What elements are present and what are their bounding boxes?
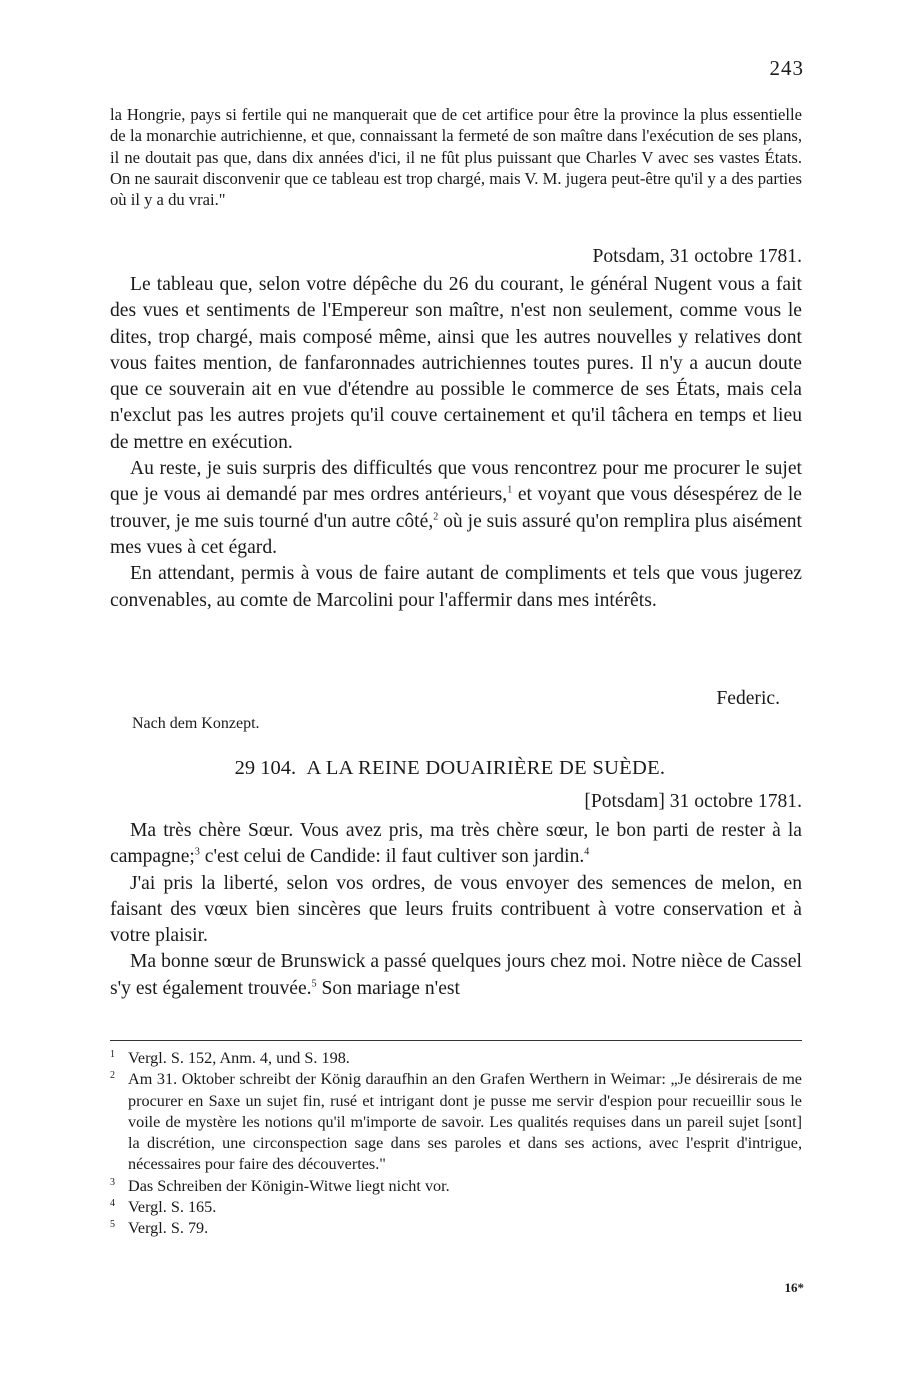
letter-1-dateline: Potsdam, 31 octobre 1781. (592, 246, 802, 267)
footnote-mark: 1 (110, 1049, 115, 1060)
footnote-mark: 3 (110, 1176, 115, 1188)
letter-addressee: A LA REINE DOUAIRIÈRE DE SUÈDE. (306, 757, 666, 779)
letter-2-paragraph: J'ai pris la liberté, selon vos ordres, de vous envoyer des semences de melon, en faisant des vœux bien sincères que leurs fruits contribuent à votre conservation et à votre plaisir. (110, 872, 802, 947)
letter-1-paragraph: En attendant, permis à vous de faire autant de compliments et tels que vous jugerez convenables, au comte de Marcolini pour l'affermir dans mes intérêts. (110, 563, 802, 611)
footnote (110, 1069, 802, 1175)
footnote-text: Vergl. S. 165. (128, 1198, 217, 1217)
quoted-report-end (110, 104, 802, 210)
letter-1-paragraph: Au reste, je suis surpris des difficultés que vous rencontrez pour me procurer le sujet que je vous ai demandé par mes ordres antérieurs,$^1$ et voyant que vous désespérez de le trouver, je me suis tourné d'un autre côté,$^2$ où je suis assuré qu'on remplira plus aisément mes vues à cet égard. (110, 458, 803, 558)
footnote-mark: 2 (110, 1070, 115, 1082)
footnote (110, 1048, 802, 1069)
footnote-mark: 5 (110, 1219, 115, 1231)
footnotes (110, 1048, 802, 1240)
footnote-ref: 2 (433, 511, 439, 523)
footnote-ref: 3 (194, 846, 200, 858)
footnote (110, 1197, 802, 1218)
footnote-rule (110, 1040, 802, 1041)
letter-2-dateline: [Potsdam] 31 octobre 1781. (584, 791, 802, 812)
footnote (110, 1218, 802, 1239)
footnote-ref: 4 (584, 846, 590, 858)
page-number: 243 (769, 56, 804, 80)
letter-number: 29 104. (234, 757, 297, 779)
footnote-text: Das Schreiben der Königin-Witwe liegt nicht vor. (128, 1176, 450, 1195)
letter-1-paragraph: Le tableau que, selon votre dépêche du 26 du courant, le général Nugent vous a fait des vues et sentiments de l'Empereur son maître, n'est non seulement, comme vous le dites, trop chargé, mais composé même, ainsi que les autres nouvelles y relatives dont vous faites mention, de fanfaronnades autrichiennes toutes pures. Il n'y a aucun doute que ce souverain ait en vue d'étendre au possible le commerce de ses États, mais cela n'exclut pas les autres projets qu'il couve certainement et qu'il tâchera en temps et lieu de mettre en exécution. (110, 274, 802, 453)
letter-2-heading (0, 757, 900, 780)
footnote-ref: 1 (507, 484, 513, 496)
quoted-report-text: la Hongrie, pays si fertile qui ne manquerait que de cet artifice pour être la province la plus essentielle de la monarchie autrichienne, et que, connaissant la fermeté de son maître dans l'exécution de ses plans, il ne doutait pas que, dans dix années d'ici, il ne fût plus puissant que Charles V avec ses vastes États. On ne saurait disconvenir que ce tableau est trop chargé, mais V. M. jugera peut-être qu'il y a des parties où il y a du vrai." (110, 105, 802, 210)
letter-1-source-note: Nach dem Konzept. (132, 715, 260, 732)
letter-2-paragraph: Ma très chère Sœur. Vous avez pris, ma très chère sœur, le bon parti de rester à la campagne;$^3$ c'est celui de Candide: il faut cultiver son jardin.$^4$ (110, 820, 802, 868)
footnote-mark: 4 (110, 1198, 115, 1210)
footnote-text: Am 31. Oktober schreibt der König daraufhin an den Grafen Werthern in Weimar: „Je désirerais de me procurer en Saxe un sujet fin, rusé et intrigant dont je pusse me servir d'espion pour recueillir sous le voile de mystère les notions qu'il m'importe de savoir. Les qualités requises dans un pareil sujet [sont] la discrétion, une circonspection sage dans ses paroles et dans ses actions, avec l'esprit d'intrigue, nécessaires pour faire des découvertes." (128, 1070, 802, 1174)
letter-2-paragraph: Ma bonne sœur de Brunswick a passé quelques jours chez moi. Notre nièce de Cassel s'y est également trouvée.$^5$ Son mariage n'est (110, 951, 802, 999)
letter-1-body (110, 272, 802, 614)
letter-2-body (110, 818, 802, 1002)
footnote-ref: 5 (311, 978, 317, 990)
sheet-signature-mark: 16* (784, 1280, 804, 1295)
footnote-text: Vergl. S. 79. (128, 1219, 209, 1238)
footnote (110, 1176, 802, 1197)
footnote-text: Vergl. S. 152, Anm. 4, und S. 198. (128, 1049, 350, 1067)
letter-1-signature: Federic. (716, 688, 780, 709)
